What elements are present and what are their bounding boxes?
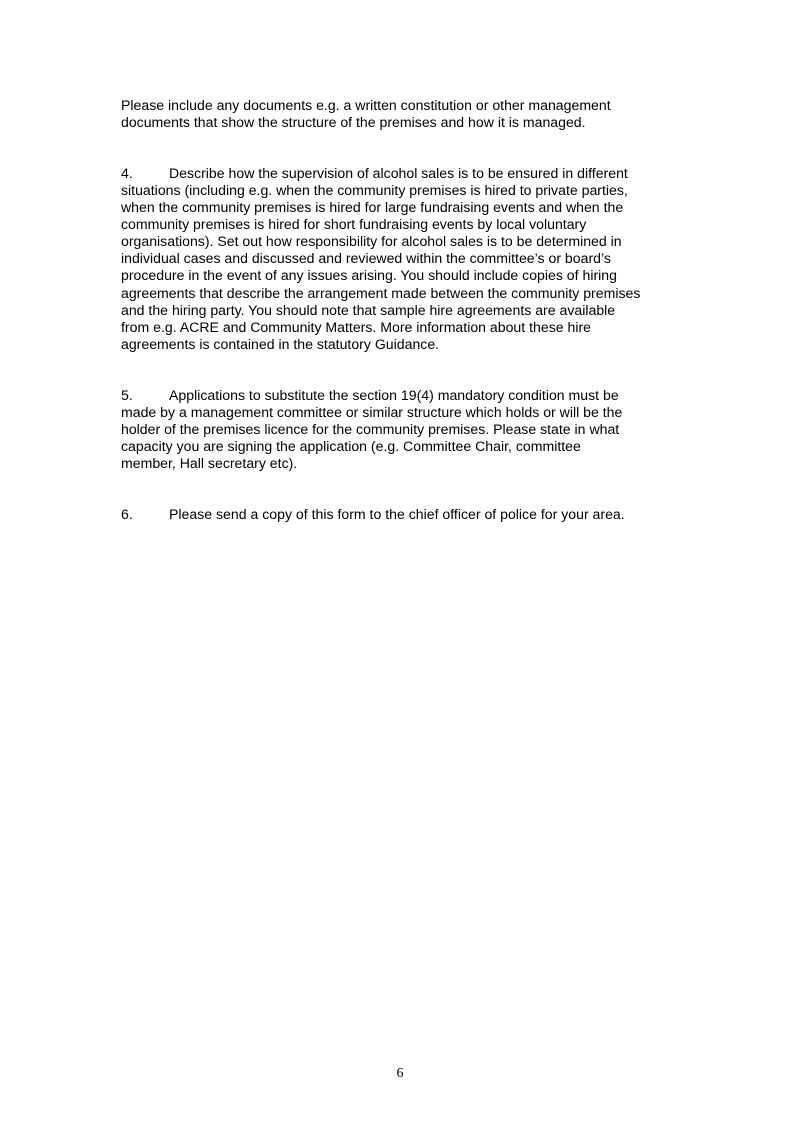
paragraph-4-first-line bbox=[121, 165, 681, 182]
paragraph-continuation: made by a management committee or similar structure which holds or will be the holder of the premises licence for the community premises. Please state in what capacity you are signing the application (e.g. Committee Chair, committee member, Hall secretary etc). bbox=[121, 403, 623, 471]
paragraph-text: Describe how the supervision of alcohol sales is to be ensured in different bbox=[169, 165, 628, 182]
intro-paragraph: Please include any documents e.g. a written constitution or other management documents that show the structure of the premises and how it is managed. bbox=[121, 97, 611, 131]
numbered-paragraph-5 bbox=[121, 370, 681, 472]
paragraph-number: 4. bbox=[121, 165, 133, 182]
paragraph-text: Please send a copy of this form to the chief officer of police for your area. bbox=[169, 506, 625, 523]
page-number: 6 bbox=[396, 1066, 404, 1081]
paragraph-continuation: situations (including e.g. when the community premises is hired to private parties, when the community premises is hired for large fundraising events and when the community premises is hired for short fundraising events by local voluntary organisations). Set out how responsibility for alcohol sales is to be determined in individual cases and discussed and reviewed within the committee’s or board’s procedure in the event of any issues arising. You should include copies of hiring agreements that describe the arrangement made between the community premises and the hiring party. You should note that sample hire agreements are available from e.g. ACRE and Community Matters. More information about these hire agreements is contained in the statutory Guidance. bbox=[121, 182, 641, 352]
numbered-paragraph-6 bbox=[121, 489, 681, 540]
paragraph-number: 5. bbox=[121, 386, 133, 403]
paragraph-6-first-line bbox=[121, 506, 681, 523]
document-body bbox=[121, 97, 681, 557]
paragraph-number: 6. bbox=[121, 506, 133, 523]
numbered-paragraph-4 bbox=[121, 148, 681, 353]
paragraph-text: Applications to substitute the section 19(4) mandatory condition must be bbox=[169, 386, 619, 403]
paragraph-5-first-line bbox=[121, 387, 681, 404]
